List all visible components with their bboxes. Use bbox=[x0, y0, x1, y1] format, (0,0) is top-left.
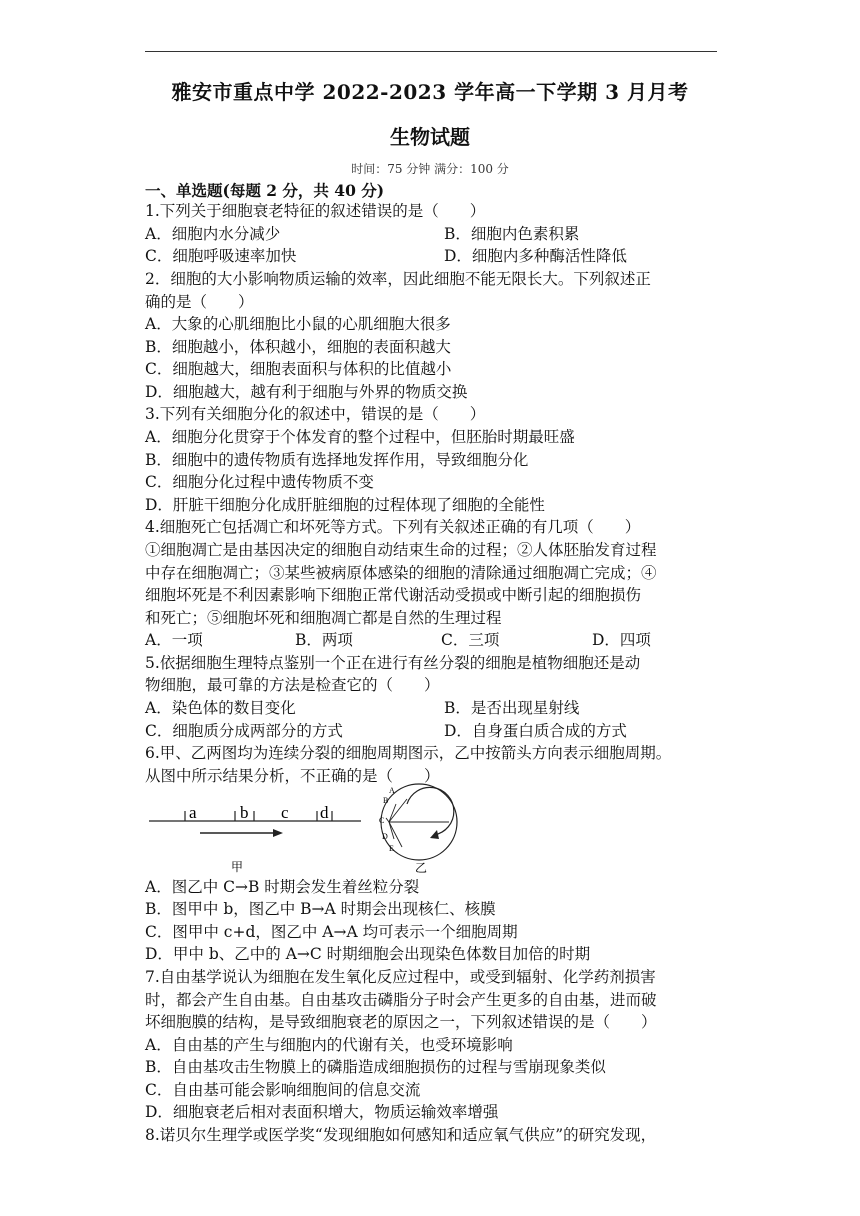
jia-label-d: d bbox=[320, 803, 329, 822]
q4-option-d: D．四项 bbox=[592, 631, 651, 649]
q4-option-a: A．一项 bbox=[145, 631, 203, 649]
q6-option-d: D．甲中 b、乙中的 A→C 时期细胞会出现染色体数目加倍的时期 bbox=[145, 945, 591, 963]
q5-options-row1 bbox=[145, 697, 717, 719]
figure-yi bbox=[379, 784, 457, 875]
q4-options-row bbox=[145, 629, 717, 651]
q3-option-c: C．细胞分化过程中遗传物质不变 bbox=[145, 473, 374, 491]
yi-label-C: C bbox=[379, 816, 385, 825]
jia-label-a: a bbox=[189, 803, 197, 822]
q2-stem-line2: 确的是（ ） bbox=[145, 293, 254, 311]
jia-arrow-head bbox=[273, 829, 283, 837]
q6-option-a: A．图乙中 C→B 时期会发生着丝粒分裂 bbox=[145, 878, 420, 896]
q4-stem: 4.细胞死亡包括凋亡和坏死等方式。下列有关叙述正确的有几项（ ） bbox=[145, 518, 641, 536]
q1-options-row1 bbox=[145, 223, 717, 245]
yi-radius bbox=[389, 799, 407, 822]
q3-stem: 3.下列有关细胞分化的叙述中，错误的是（ ） bbox=[145, 405, 486, 423]
q5-stem-line1: 5.依据细胞生理特点鉴别一个正在进行有丝分裂的细胞是植物细胞还是动 bbox=[145, 654, 641, 672]
cell-cycle-figure bbox=[145, 778, 475, 878]
yi-label-D: D bbox=[382, 832, 388, 841]
yi-arrow-head bbox=[430, 830, 439, 839]
exam-meta: 时间：75 分钟 满分：100 分 bbox=[351, 162, 509, 176]
q1-option-b: B．细胞内色素积累 bbox=[444, 225, 580, 243]
q4-option-b: B．两项 bbox=[295, 631, 353, 649]
q4-statement-line4: 和死亡；⑤细胞坏死和细胞凋亡都是自然的生理过程 bbox=[145, 609, 502, 627]
yi-cycle-arrow bbox=[407, 787, 454, 835]
q1-stem: 1.下列关于细胞衰老特征的叙述错误的是（ ） bbox=[145, 202, 486, 220]
q1-option-d: D．细胞内多种酶活性降低 bbox=[444, 247, 627, 265]
jia-label-c: c bbox=[281, 803, 289, 822]
q2-option-d: D．细胞越大，越有利于细胞与外界的物质交换 bbox=[145, 383, 468, 401]
q5-option-b: B．是否出现星射线 bbox=[444, 699, 580, 717]
yi-radius bbox=[389, 804, 396, 822]
exam-subject: 生物试题 bbox=[390, 125, 470, 149]
q2-option-a: A．大象的心肌细胞比小鼠的心肌细胞大很多 bbox=[145, 315, 451, 333]
q6-option-b: B．图甲中 b，图乙中 B→A 时期会出现核仁、核膜 bbox=[145, 900, 496, 918]
section-heading: 一、单选题(每题 2 分，共 40 分) bbox=[145, 181, 385, 200]
q5-option-c: C．细胞质分成两部分的方式 bbox=[145, 722, 343, 740]
q2-option-c: C．细胞越大，细胞表面积与体积的比值越小 bbox=[145, 360, 452, 378]
q5-stem-line2: 物细胞，最可靠的方法是检查它的（ ） bbox=[145, 676, 440, 694]
q6-option-c: C．图甲中 c+d，图乙中 A→A 均可表示一个细胞周期 bbox=[145, 923, 518, 941]
exam-title: 雅安市重点中学 2022-2023 学年高一下学期 3 月月考 bbox=[171, 80, 689, 104]
q3-option-b: B．细胞中的遗传物质有选择地发挥作用，导致细胞分化 bbox=[145, 451, 529, 469]
q1-option-a: A．细胞内水分减少 bbox=[145, 225, 281, 243]
q2-option-b: B．细胞越小，体积越小，细胞的表面积越大 bbox=[145, 338, 451, 356]
q1-options-row2 bbox=[145, 245, 717, 267]
q5-options-row2 bbox=[145, 720, 717, 742]
q4-statement-line3: 细胞坏死是不利因素影响下细胞正常代谢活动受损或中断引起的细胞损伤 bbox=[145, 586, 642, 604]
q2-stem-line1: 2．细胞的大小影响物质运输的效率，因此细胞不能无限长大。下列叙述正 bbox=[145, 270, 651, 288]
q4-statement-line2: 中存在细胞凋亡；③某些被病原体感染的细胞的清除通过细胞凋亡完成；④ bbox=[145, 564, 657, 582]
jia-label-b: b bbox=[240, 803, 249, 822]
q5-option-d: D．自身蛋白质合成的方式 bbox=[444, 722, 627, 740]
q1-option-c: C．细胞呼吸速率加快 bbox=[145, 247, 297, 265]
q8-stem-line1: 8.诺贝尔生理学或医学奖“发现细胞如何感知和适应氧气供应”的研究发现， bbox=[145, 1126, 657, 1144]
yi-label-A: A bbox=[389, 786, 395, 795]
yi-caption: 乙 bbox=[415, 861, 428, 875]
q7-stem-line1: 7.自由基学说认为细胞在发生氧化反应过程中，或受到辐射、化学药剂损害 bbox=[145, 968, 656, 986]
q3-option-d: D．肝脏干细胞分化成肝脏细胞的过程体现了细胞的全能性 bbox=[145, 496, 545, 514]
q6-stem-line1: 6.甲、乙两图均为连续分裂的细胞周期图示，乙中按箭头方向表示细胞周期。 bbox=[145, 744, 672, 762]
yi-label-E: E bbox=[389, 844, 394, 853]
yi-radius bbox=[386, 818, 389, 822]
q7-stem-line3: 坏细胞膜的结构，是导致细胞衰老的原因之一，下列叙述错误的是（ ） bbox=[145, 1013, 657, 1031]
q4-statement-line1: ①细胞凋亡是由基因决定的细胞自动结束生命的过程；②人体胚胎发育过程 bbox=[145, 541, 657, 559]
q7-option-a: A．自由基的产生与细胞内的代谢有关，也受环境影响 bbox=[145, 1036, 513, 1054]
jia-caption: 甲 bbox=[231, 860, 244, 874]
q3-option-a: A．细胞分化贯穿于个体发育的整个过程中，但胚胎时期最旺盛 bbox=[145, 428, 575, 446]
q4-option-c: C．三项 bbox=[441, 631, 500, 649]
q7-option-c: C．自由基可能会影响细胞间的信息交流 bbox=[145, 1081, 421, 1099]
yi-label-B: B bbox=[383, 796, 389, 805]
header-rule bbox=[145, 51, 717, 52]
figure-jia bbox=[149, 803, 361, 874]
q6-stem-line2: 从图中所示结果分析，不正确的是（ ） bbox=[145, 767, 440, 785]
q7-option-d: D．细胞衰老后相对表面积增大，物质运输效率增强 bbox=[145, 1103, 499, 1121]
q7-option-b: B．自由基攻击生物膜上的磷脂造成细胞损伤的过程与雪崩现象类似 bbox=[145, 1058, 606, 1076]
q7-stem-line2: 时，都会产生自由基。自由基攻击磷脂分子时会产生更多的自由基，进而破 bbox=[145, 991, 657, 1009]
q5-option-a: A．染色体的数目变化 bbox=[145, 699, 296, 717]
